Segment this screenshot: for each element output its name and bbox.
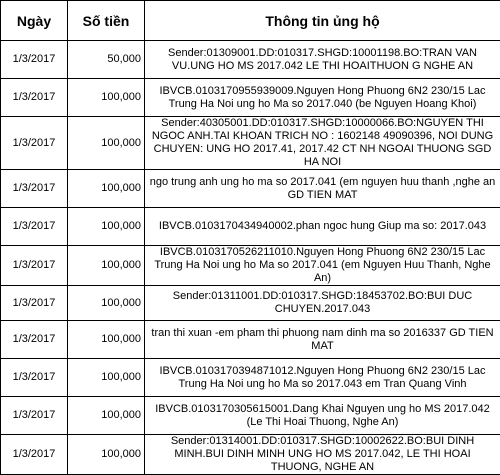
header-amount: Số tiền [68,1,145,41]
cell-info: IBVCB.0103170526211010.Nguyen Hong Phuong 6N2 230/15 Lac Trung Ha Noi ung ho Ma so 2017.041 (em Nguyen Huu Thanh, Nghe An) [145,246,500,286]
cell-info: Sender:01314001.DD:010317.SHGD:10002622.BO:BUI DINH MINH.BUI DINH MINH UNG HO MS 2017.042, LE THI HOAI THUONG, NGHE AN [145,435,500,475]
cell-info: IBVCB.0103170394871012.Nguyen Hong Phuong 6N2 230/15 Lac Trung Ha Noi ung ho Ma so 2017.043 em Tran Quang Vinh [145,359,500,397]
cell-amount: 100,000 [68,321,145,359]
cell-date: 1/3/2017 [1,79,68,117]
table-row [1,246,500,286]
cell-date: 1/3/2017 [1,170,68,208]
table-row [1,321,500,359]
cell-info: IBVCB.0103170305615001.Dang Khai Nguyen ung ho MS 2017.042 (Le Thi Hoai Thuong, Nghe An) [145,397,500,435]
cell-amount: 100,000 [68,397,145,435]
cell-amount: 50,000 [68,41,145,79]
cell-info: tran thi xuan -em pham thi phuong nam dinh ma so 2016337 GD TIEN MAT [145,321,500,359]
table-row [1,79,500,117]
table-row [1,286,500,321]
cell-date: 1/3/2017 [1,397,68,435]
table-row [1,359,500,397]
cell-amount: 100,000 [68,435,145,475]
table-row [1,435,500,475]
cell-info: IBVCB.0103170434940002.phan ngoc hung Giup ma so: 2017.043 [145,208,500,246]
cell-amount: 100,000 [68,359,145,397]
cell-amount: 100,000 [68,117,145,170]
cell-date: 1/3/2017 [1,435,68,475]
cell-info: Sender:01311001.DD:010317.SHGD:18453702.BO:BUI DUC CHUYEN.2017.043 [145,286,500,321]
cell-date: 1/3/2017 [1,246,68,286]
header-row [1,1,500,41]
table-row [1,208,500,246]
cell-amount: 100,000 [68,208,145,246]
cell-amount: 100,000 [68,246,145,286]
cell-amount: 100,000 [68,286,145,321]
table-row [1,41,500,79]
cell-date: 1/3/2017 [1,208,68,246]
table-row [1,397,500,435]
table-row [1,170,500,208]
table-row [1,117,500,170]
header-info: Thông tin ủng hộ [145,1,500,41]
header-date: Ngày [1,1,68,41]
cell-amount: 100,000 [68,170,145,208]
cell-date: 1/3/2017 [1,321,68,359]
cell-info: IBVCB.0103170955939009.Nguyen Hong Phuong 6N2 230/15 Lac Trung Ha Noi ung ho Ma so 2017.040 (be Nguyen Hoang Khoi) [145,79,500,117]
cell-info: ngo trung anh ung ho ma so 2017.041 (em nguyen huu thanh ,nghe an GD TIEN MAT [145,170,500,208]
cell-date: 1/3/2017 [1,359,68,397]
cell-info: Sender:40305001.DD:010317.SHGD:10000066.BO:NGUYEN THI NGOC ANH.TAI KHOAN TRICH NO : 1602148 49090396, NOI DUNG CHUYEN: UNG HO 2017.41, 2017.42 CT NH NGOAI THUONG SGD HA NOI [145,117,500,170]
cell-info: Sender:01309001.DD:010317.SHGD:10001198.BO:TRAN VAN VU.UNG HO MS 2017.042 LE THI HOAITHUON G NGHE AN [145,41,500,79]
cell-date: 1/3/2017 [1,41,68,79]
cell-amount: 100,000 [68,79,145,117]
cell-date: 1/3/2017 [1,117,68,170]
cell-date: 1/3/2017 [1,286,68,321]
